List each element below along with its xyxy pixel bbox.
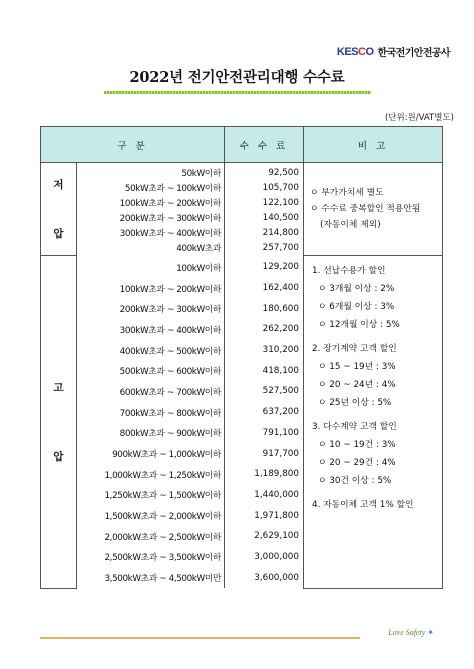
high-remarks xyxy=(304,255,443,588)
capacity-range: 300kW초과 ~ 400kW이하 xyxy=(77,225,225,240)
discount-heading: 2. 장기계약 고객 할인 xyxy=(312,343,397,354)
fee-value: 917,700 xyxy=(225,443,304,464)
fee-value: 310,200 xyxy=(225,340,304,361)
fee-value: 92,500 xyxy=(225,163,304,181)
header-fee: 수 수 료 xyxy=(225,127,304,163)
discount-item: ㅇ 20 ~ 29건 : 4% xyxy=(318,457,396,468)
discount-heading: 1. 선납수용가 할인 xyxy=(312,265,386,276)
discount-item: ㅇ 30건 이상 : 5% xyxy=(318,475,392,486)
remark-line: (자동이체 제외) xyxy=(320,219,381,230)
discount-heading: 4. 자동이체 고객 1% 할인 xyxy=(312,499,414,510)
fee-value: 1,971,800 xyxy=(225,505,304,526)
table-row xyxy=(41,163,443,181)
company-logo xyxy=(337,44,450,59)
fee-value: 1,189,800 xyxy=(225,464,304,485)
capacity-range: 2,500kW초과 ~ 3,500kW이하 xyxy=(77,547,225,568)
capacity-range: 400kW초과 xyxy=(77,240,225,255)
company-name: 한국전기안전공사 xyxy=(377,48,450,59)
discount-item: ㅇ 10 ~ 19건 : 3% xyxy=(318,439,396,450)
capacity-range: 300kW초과 ~ 400kW이하 xyxy=(77,319,225,340)
fee-value: 3,600,000 xyxy=(225,567,304,588)
fee-value: 214,800 xyxy=(225,225,304,240)
fee-value: 105,700 xyxy=(225,180,304,195)
love-safety-logo: Love Safety ✦ xyxy=(388,628,434,637)
remark-line: ㅇ 수수료 중복할인 적용안됨 xyxy=(310,203,421,214)
document-title: 2022년 전기안전관리대행 수수료 xyxy=(129,69,345,86)
capacity-range: 100kW초과 ~ 200kW이하 xyxy=(77,195,225,210)
fee-value: 122,100 xyxy=(225,195,304,210)
section-label-bottom: 압 xyxy=(53,450,64,463)
kesco-logo-mark: KESCO xyxy=(336,45,374,58)
capacity-range: 3,500kW초과 ~ 4,500kW미만 xyxy=(77,567,225,588)
discount-item: ㅇ 3개월 이상 : 2% xyxy=(318,283,395,294)
capacity-range: 200kW초과 ~ 300kW이하 xyxy=(77,210,225,225)
fee-value: 2,629,100 xyxy=(225,526,304,547)
header-category: 구 분 xyxy=(41,127,225,163)
capacity-range: 1,000kW초과 ~ 1,250kW이하 xyxy=(77,464,225,485)
fee-value: 791,100 xyxy=(225,423,304,444)
fee-value: 262,200 xyxy=(225,319,304,340)
low-remarks xyxy=(304,163,443,256)
capacity-range: 50kW이하 xyxy=(77,163,225,181)
capacity-range: 2,000kW초과 ~ 2,500kW이하 xyxy=(77,526,225,547)
footer-rule xyxy=(40,637,360,639)
table-header-row xyxy=(41,127,443,163)
high-voltage-label xyxy=(41,255,77,588)
capacity-range: 200kW초과 ~ 300kW이하 xyxy=(77,298,225,319)
fee-value: 1,440,000 xyxy=(225,485,304,506)
capacity-range: 500kW초과 ~ 600kW이하 xyxy=(77,360,225,381)
fee-value: 637,200 xyxy=(225,402,304,423)
discount-item: ㅇ 25년 이상 : 5% xyxy=(318,397,392,408)
unit-note: (단위:원/VAT별도) xyxy=(384,113,454,123)
discount-item: ㅇ 12개월 이상 : 5% xyxy=(318,319,400,330)
high-voltage-section xyxy=(41,255,443,588)
title-underline xyxy=(104,91,371,94)
capacity-range: 100kW이하 xyxy=(77,255,225,278)
capacity-range: 900kW초과 ~ 1,000kW이하 xyxy=(77,443,225,464)
discount-heading: 3. 다수계약 고객 할인 xyxy=(312,421,397,432)
discount-item: ㅇ 6개월 이상 : 3% xyxy=(318,301,395,312)
capacity-range: 600kW초과 ~ 700kW이하 xyxy=(77,381,225,402)
fee-value: 180,600 xyxy=(225,298,304,319)
fee-value: 257,700 xyxy=(225,240,304,255)
section-label-bottom: 압 xyxy=(53,227,64,240)
fee-value: 129,200 xyxy=(225,255,304,278)
table-row xyxy=(41,255,443,278)
capacity-range: 1,250kW초과 ~ 1,500kW이하 xyxy=(77,485,225,506)
fee-value: 162,400 xyxy=(225,278,304,299)
discount-item: ㅇ 15 ~ 19년 : 3% xyxy=(318,361,396,372)
low-voltage-section xyxy=(41,163,443,256)
fee-value: 418,100 xyxy=(225,360,304,381)
fee-table xyxy=(40,126,443,589)
section-label-top: 저 xyxy=(53,178,64,191)
section-label-top: 고 xyxy=(53,381,64,394)
header-remarks: 비 고 xyxy=(304,127,443,163)
capacity-range: 800kW초과 ~ 900kW이하 xyxy=(77,423,225,444)
capacity-range: 400kW초과 ~ 500kW이하 xyxy=(77,340,225,361)
star-icon: ✦ xyxy=(427,628,434,637)
discount-item: ㅇ 20 ~ 24년 : 4% xyxy=(318,379,396,390)
capacity-range: 50kW초과 ~ 100kW이하 xyxy=(77,180,225,195)
fee-value: 3,000,000 xyxy=(225,547,304,568)
low-voltage-label xyxy=(41,163,77,256)
capacity-range: 100kW초과 ~ 200kW이하 xyxy=(77,278,225,299)
remark-line: ㅇ 부가가치세 별도 xyxy=(310,187,384,198)
capacity-range: 700kW초과 ~ 800kW이하 xyxy=(77,402,225,423)
fee-value: 140,500 xyxy=(225,210,304,225)
fee-value: 527,500 xyxy=(225,381,304,402)
capacity-range: 1,500kW초과 ~ 2,000kW이하 xyxy=(77,505,225,526)
